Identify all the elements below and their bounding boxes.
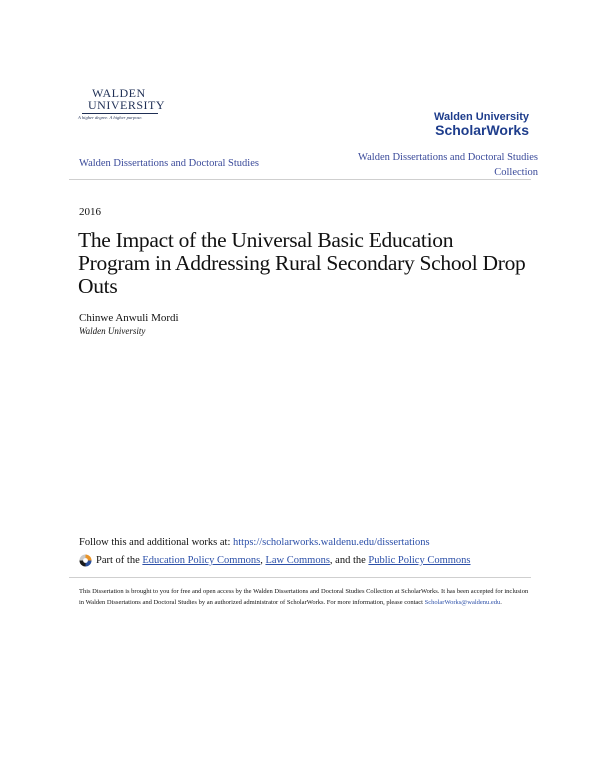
follow-text: Follow this and additional works at: — [79, 537, 233, 548]
education-policy-commons-link[interactable]: Education Policy Commons — [142, 555, 261, 566]
header-divider — [69, 179, 531, 180]
brand-university-name: Walden University — [434, 111, 529, 123]
contact-email-link[interactable]: ScholarWorks@waldenu.edu — [424, 599, 501, 606]
logo-line2: UNIVERSITY — [88, 98, 165, 112]
notice-text: This Dissertation is brought to you for free and open access by the Walden Dissertations and Doctoral Studies Collection at ScholarWorks. It has been accepted for inclusion in Walden Dissertations and Doctoral Studies by an authorized administrator of ScholarWorks. For more information, please contact — [79, 588, 529, 606]
header-right-line2: Collection — [494, 166, 538, 178]
part-of-sep2: , and the — [329, 555, 369, 566]
document-year: 2016 — [79, 206, 101, 218]
logo-tagline: A higher degree. A higher purpose. — [78, 115, 143, 120]
walden-university-logo — [78, 86, 165, 129]
document-affiliation: Walden University — [79, 326, 146, 336]
document-author: Chinwe Anwuli Mordi — [79, 312, 179, 324]
public-policy-commons-link[interactable]: Public Policy Commons — [368, 555, 471, 566]
notice-end: . — [500, 599, 502, 606]
footer-divider — [69, 577, 531, 578]
dissertations-url-link[interactable]: https://scholarworks.waldenu.edu/dissertations — [233, 537, 430, 548]
part-of-line — [79, 554, 471, 567]
header-right-line1: Walden Dissertations and Doctoral Studies — [358, 152, 538, 163]
access-notice — [79, 586, 529, 608]
document-title: The Impact of the Universal Basic Education Program in Addressing Rural Secondary School Drop Outs — [78, 228, 526, 298]
header-collection-link-right[interactable] — [318, 151, 538, 180]
commons-network-icon — [79, 554, 92, 567]
logo-rule — [82, 113, 158, 114]
logo-line1: WALDEN — [92, 86, 146, 100]
part-of-prefix: Part of the — [96, 555, 143, 566]
brand-scholarworks: ScholarWorks — [435, 122, 529, 138]
part-of-sep1: , — [260, 555, 266, 566]
header-collection-link[interactable]: Walden Dissertations and Doctoral Studies — [79, 158, 259, 169]
follow-line — [79, 536, 430, 549]
law-commons-link[interactable]: Law Commons — [265, 555, 330, 566]
